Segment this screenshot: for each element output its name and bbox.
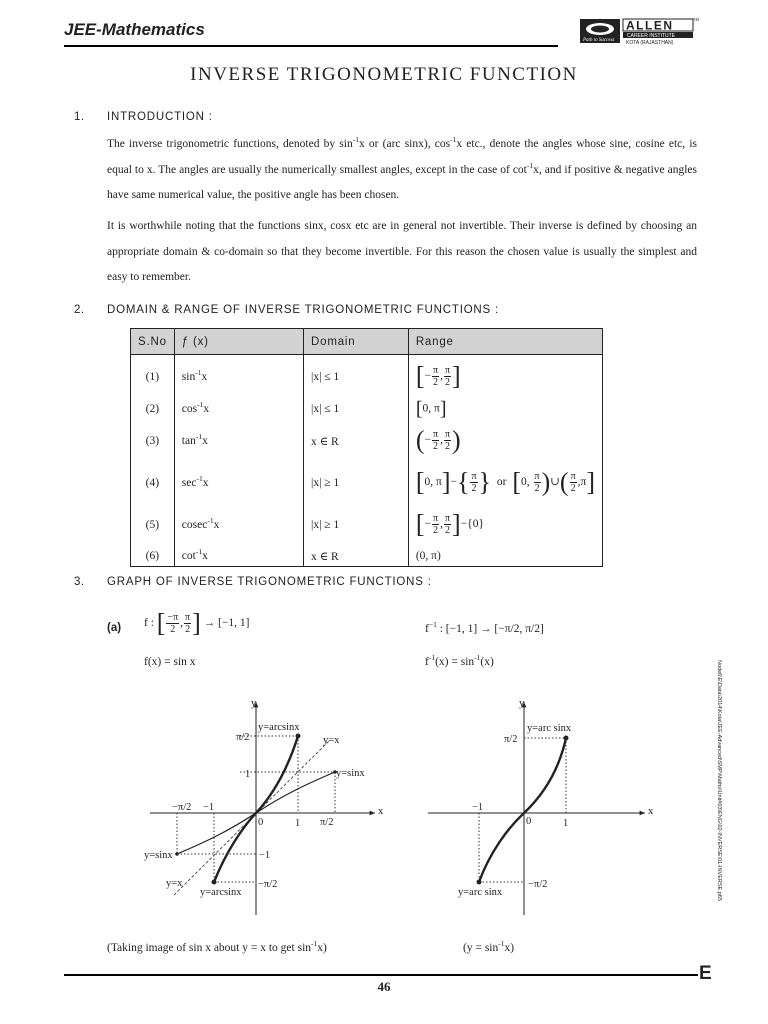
- row-domain: x ∈ R: [304, 419, 409, 463]
- x-axis-label: x: [378, 806, 384, 817]
- section-1-title: INTRODUCTION :: [107, 111, 213, 123]
- neg-one-label: −1: [203, 802, 215, 813]
- origin-label: 0: [526, 816, 532, 827]
- x-axis-label: x: [648, 806, 654, 817]
- row-range: (0, π): [408, 547, 602, 567]
- intro-paragraph-2: It is worthwhile noting that the functions sinx, cosx etc are in general not invertible. Their inverse is defined by choosing an appropriate domain & co-domain so that they become invertible. For this reason the chosen value is usually the simplest and easy to remember.: [107, 220, 697, 283]
- sinx-label-right: y=sinx: [336, 768, 365, 779]
- endpoint-dot: [564, 736, 569, 741]
- page-number: 46: [377, 979, 391, 994]
- row-range: [0, π]−{ $\frac{\pi}{2}$ } or [0, $\frac{\pi}{2}$ )∪( $\frac{\pi}{2}$ ,π]: [408, 463, 602, 503]
- sinx-label-left: y=sinx: [144, 850, 173, 861]
- logo-line1: CAREER INSTITUTE: [627, 33, 676, 39]
- one-label: 1: [563, 818, 569, 829]
- side-file-path: Node6\E\Data\2014\Kota\JEE-Advanced\SMP\Maths\Unit#03\ENG\02-INVERSE\01-INVERSE.p65: [716, 660, 722, 901]
- allen-logo: [579, 17, 697, 47]
- graph-a-mapping: f : [ $\frac{-\pi}{2}$ , $\frac{\pi}{2}$ ] → [−1, 1]: [144, 608, 250, 638]
- footer-rule: [64, 974, 698, 976]
- table-header-row: [131, 329, 603, 355]
- endpoint-dot: [477, 880, 482, 885]
- table-row: [131, 399, 603, 419]
- header-range: Range: [408, 329, 602, 355]
- arcsin-label-top: y=arc sinx: [527, 723, 572, 734]
- pi-over-2-label: π/2: [504, 734, 518, 745]
- caption-right: $(y = \sin^{-1}x)$: [463, 939, 515, 954]
- finv-definition: $f^{-1}(x) = \sin^{-1}(x)$: [425, 653, 494, 668]
- header-domain: Domain: [304, 329, 409, 355]
- row-function: $\sin^{-1}x$: [174, 355, 303, 399]
- arcsin-label-top: y=arcsinx: [258, 722, 300, 733]
- section-1-number: 1.: [74, 111, 85, 123]
- row-domain: |x| ≥ 1: [304, 503, 409, 547]
- row-domain: x ∈ R: [304, 547, 409, 567]
- arcsin-label-bottom: y=arcsinx: [200, 887, 242, 898]
- endpoint-dot: [212, 880, 217, 885]
- logo-line2: KOTA (RAJASTHAN): [626, 40, 674, 46]
- row-sno: (4): [131, 463, 175, 503]
- table-row: [131, 419, 603, 463]
- neg-one-label: −1: [472, 802, 484, 813]
- table-row: [131, 547, 603, 567]
- row-range: [− $\frac{\pi}{2}$ , $\frac{\pi}{2}$ ]: [408, 355, 602, 399]
- section-2-title: DOMAIN & RANGE OF INVERSE TRIGONOMETRIC FUNCTIONS :: [107, 304, 499, 316]
- endpoint-dot: [296, 734, 301, 739]
- endpoint-dot: [175, 852, 179, 856]
- row-sno: (1): [131, 355, 175, 399]
- section-3-number: 3.: [74, 576, 85, 588]
- y-axis-label: y: [519, 698, 525, 709]
- table-row: [131, 355, 603, 399]
- row-sno: (6): [131, 547, 175, 567]
- row-function: cosec$^{-1}$x: [174, 503, 303, 547]
- row-function: $\cos^{-1}x$: [174, 399, 303, 419]
- row-function: $\cot^{-1}x$: [174, 547, 303, 567]
- row-range: [0, π]: [408, 399, 602, 419]
- header-sno: S.No: [131, 329, 175, 355]
- logo-brand: ALLEN: [626, 18, 674, 33]
- table-row: [131, 463, 603, 503]
- y-axis-label: y: [251, 698, 257, 709]
- origin-label: 0: [258, 817, 264, 828]
- row-domain: |x| ≤ 1: [304, 399, 409, 419]
- one-x-label: 1: [295, 818, 301, 829]
- intro-paragraph-1: The inverse trigonometric functions, denoted by $\sin^{-1}x$ or (arc sinx), $\cos^{-1}x$ etc., denote the angles whose sine, cosine etc, is equal to x. The angles are usually the numerically smallest angles, except in the case of $\cot^{-1}x$, and if positive & negative angles have same numerical value, the positive angle has been chosen.: [107, 135, 698, 201]
- fx-definition: f(x) = sin x: [144, 656, 196, 668]
- one-label: 1: [245, 769, 251, 780]
- pi-over-2-label: π/2: [236, 732, 250, 743]
- row-domain: |x| ≤ 1: [304, 355, 409, 399]
- subject-title: JEE-Mathematics: [64, 20, 205, 39]
- yx-label-bottom: y=x: [166, 878, 183, 889]
- neg-pi-over-2-y-label: −π/2: [258, 879, 278, 890]
- header-rule: [64, 45, 558, 47]
- neg-pi-over-2-label: −π/2: [172, 802, 192, 813]
- yx-label-top: y=x: [323, 735, 340, 746]
- logo-tagline: Path to Success: [583, 38, 615, 43]
- table-row: [131, 503, 603, 547]
- row-function: $\sec^{-1}x$: [174, 463, 303, 503]
- section-2-number: 2.: [74, 304, 85, 316]
- neg-one-y-label: −1: [259, 850, 271, 861]
- graph-a-label: (a): [107, 622, 122, 634]
- page-title: INVERSE TRIGONOMETRIC FUNCTION: [190, 64, 578, 85]
- caption-left: (Taking image of sin x about y = x to get $\sin^{-1}x$): [107, 939, 327, 954]
- row-sno: (2): [131, 399, 175, 419]
- domain-range-table: [130, 328, 603, 567]
- neg-pi-over-2-label: −π/2: [528, 879, 548, 890]
- logo-tm: TM: [693, 17, 699, 22]
- curve-arcsinx: [479, 738, 569, 882]
- row-domain: |x| ≥ 1: [304, 463, 409, 503]
- section-3-title: GRAPH OF INVERSE TRIGONOMETRIC FUNCTIONS :: [107, 576, 432, 588]
- row-function: $\tan^{-1}x$: [174, 419, 303, 463]
- row-sno: (5): [131, 503, 175, 547]
- edge-letter: E: [699, 963, 712, 984]
- arcsin-label-bottom: y=arc sinx: [458, 887, 503, 898]
- row-range: (− $\frac{\pi}{2}$ , $\frac{\pi}{2}$ ): [408, 419, 602, 463]
- row-sno: (3): [131, 419, 175, 463]
- row-range: [− $\frac{\pi}{2}$ , $\frac{\pi}{2}$ ]−{0}: [408, 503, 602, 547]
- graph-arcsin: [420, 690, 665, 925]
- header-fx: ƒ (x): [174, 329, 303, 355]
- graph-a-inverse-mapping: $f^{-1}$ : [−1, 1] → [−π/2, π/2]: [425, 620, 544, 635]
- graph-sin-arcsin: [130, 690, 400, 925]
- pi-over-2-x-label: π/2: [320, 817, 334, 828]
